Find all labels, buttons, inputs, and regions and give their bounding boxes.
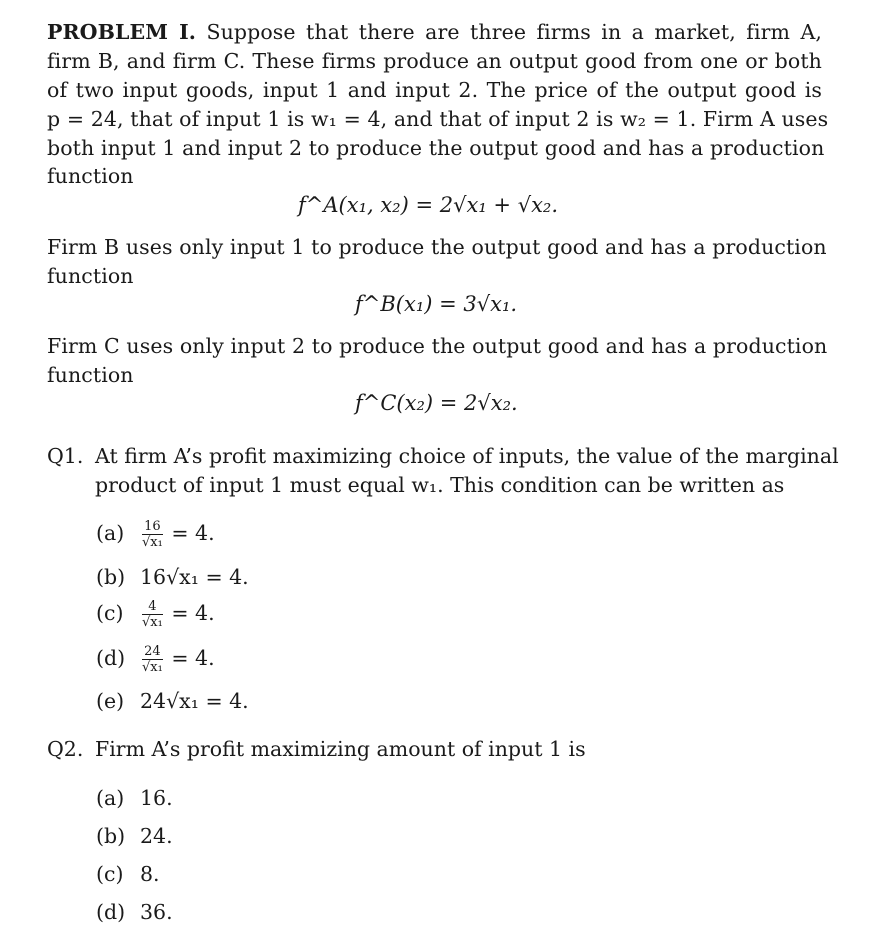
problem-line-2: firm B, and firm C. These firms produce an output good from one or both [47, 49, 822, 73]
fraction [142, 600, 163, 629]
fraction-numerator: 16 [142, 520, 163, 535]
problem-text: Suppose that there are three firms in a market, firm A, [206, 20, 822, 44]
problem-line-5: both input 1 and input 2 to produce the output good and has a production [47, 136, 825, 160]
problem-heading: PROBLEM I. [47, 20, 197, 44]
q1-option-c[interactable] [96, 600, 215, 629]
fraction-denominator: √x₁ [142, 660, 163, 675]
q2-option-a[interactable] [96, 786, 173, 810]
option-text: 24√x₁ = 4. [140, 689, 249, 713]
q1-line-2: product of input 1 must equal w₁. This condition can be written as [95, 473, 785, 497]
option-text: 16. [140, 786, 173, 810]
option-text: 8. [140, 862, 160, 886]
q1-option-b[interactable] [96, 565, 249, 589]
equation-firm-b: f^B(x₁) = 3√x₁. [355, 292, 518, 316]
option-label: (a) [96, 521, 125, 545]
fraction-denominator: √x₁ [142, 615, 163, 630]
problem-line-1 [47, 20, 822, 44]
equation-firm-a: f^A(x₁, x₂) = 2√x₁ + √x₂. [298, 193, 559, 217]
option-label: (b) [96, 824, 126, 848]
option-label: (c) [96, 601, 124, 625]
fraction-numerator: 4 [142, 600, 163, 615]
option-label: (c) [96, 862, 124, 886]
option-label: (d) [96, 646, 126, 670]
option-text: 36. [140, 900, 173, 924]
option-text: 24. [140, 824, 173, 848]
fraction-numerator: 24 [142, 645, 163, 660]
option-label: (d) [96, 900, 126, 924]
option-label: (e) [96, 689, 125, 713]
q1-option-a[interactable] [96, 520, 215, 549]
q2-label: Q2. [47, 737, 84, 761]
option-label: (b) [96, 565, 126, 589]
problem-line-4: p = 24, that of input 1 is w₁ = 4, and that of input 2 is w₂ = 1. Firm A uses [47, 107, 829, 131]
problem-line-6: function [47, 164, 134, 188]
q1-option-d[interactable] [96, 645, 215, 674]
firm-b-line-2: function [47, 264, 134, 288]
fraction-denominator: √x₁ [142, 535, 163, 550]
firm-c-line-2: function [47, 363, 134, 387]
problem-line-3: of two input goods, input 1 and input 2. The price of the output good is [47, 78, 822, 102]
fraction [142, 645, 163, 674]
fraction [142, 520, 163, 549]
firm-b-line-1: Firm B uses only input 1 to produce the output good and has a production [47, 235, 827, 259]
q1-option-e[interactable] [96, 689, 249, 713]
q2-option-c[interactable] [96, 862, 160, 886]
option-rest: = 4. [164, 521, 215, 545]
firm-c-line-1: Firm C uses only input 2 to produce the output good and has a production [47, 334, 828, 358]
q2-text: Firm A’s profit maximizing amount of input 1 is [95, 737, 586, 761]
q1-label: Q1. [47, 444, 84, 468]
q2-option-b[interactable] [96, 824, 173, 848]
q2-option-d[interactable] [96, 900, 173, 924]
option-label: (a) [96, 786, 125, 810]
option-text: 16√x₁ = 4. [140, 565, 249, 589]
equation-firm-c: f^C(x₂) = 2√x₂. [355, 391, 518, 415]
option-rest: = 4. [164, 646, 215, 670]
option-rest: = 4. [164, 601, 215, 625]
q1-line-1: At firm A’s profit maximizing choice of inputs, the value of the marginal [95, 444, 839, 468]
